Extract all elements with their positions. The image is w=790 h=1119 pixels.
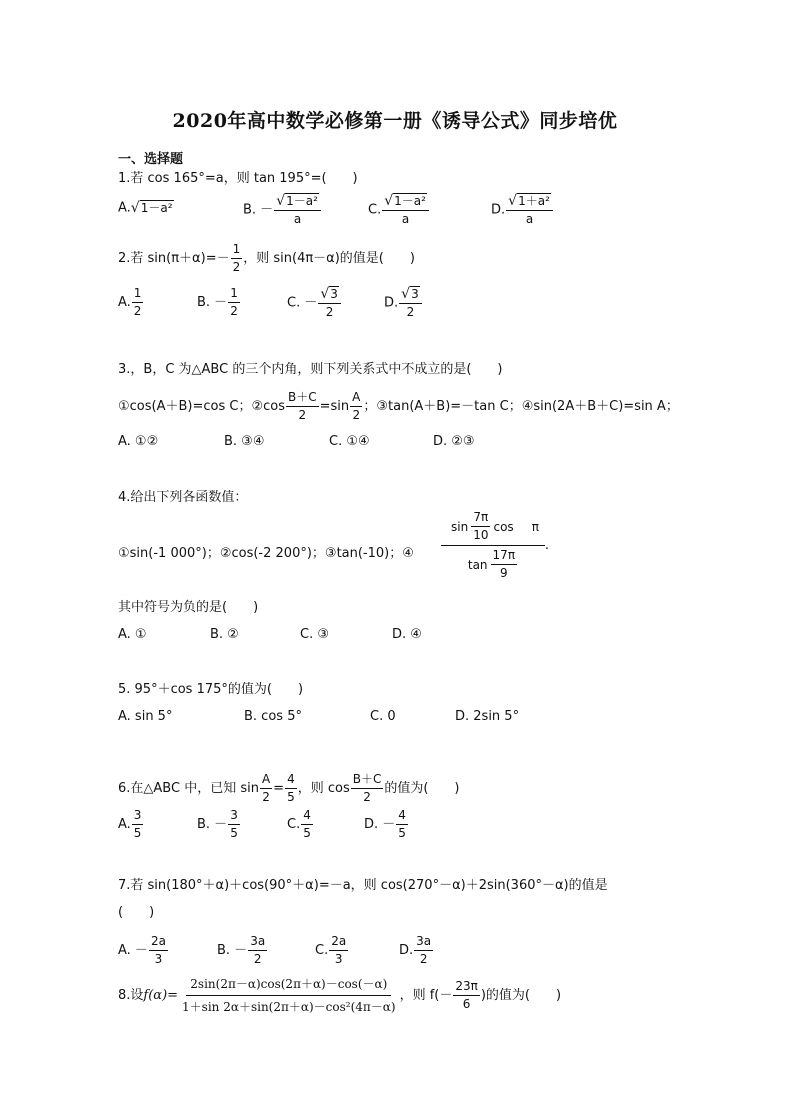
q5-option-b: B. cos 5° — [244, 709, 302, 724]
q7-answer-paren: ( ) — [118, 905, 155, 920]
q7-option-d: D. $\frac{3a}{2}$ — [399, 934, 432, 966]
q1-option-c: C. √ 1－a² a — [368, 193, 430, 227]
q5-stem: 5. 95°＋cos 175°的值为( ) — [118, 682, 304, 697]
q1-option-a: A. √ 1－a² — [118, 200, 173, 216]
q7-option-a: A. － $\frac{2a}{3}$ — [118, 934, 166, 966]
q7-option-c: C. $\frac{2a}{3}$ — [315, 934, 347, 966]
q2-option-a: A. $\frac{1}{2}$ — [118, 286, 142, 318]
q3-stem: 3.，B，C 为△ABC 的三个内角，则下列关系式中不成立的是( ) — [118, 362, 503, 377]
q2-option-b: B. － $\frac{1}{2}$ — [197, 286, 238, 318]
q5-option-c: C. 0 — [370, 709, 396, 724]
q4-items: ①sin(-1 000°)；②cos(-2 200°)；③tan(-10)；④ — [118, 546, 414, 561]
q6-stem: 6.在△ABC 中，已知 sin $\frac{A}{2}$ = $\frac{4}{5}$ ，则 cos $\frac{B+C}{2}$ 的值为( ) — [118, 772, 460, 804]
q2-stem: 2.若 sin(π＋α)=－ $\frac{1}{2}$ ，则 sin(4π－α)的值是( ) — [118, 242, 415, 274]
q4-option-d: D. ④ — [392, 627, 422, 642]
q6-option-b: B. － $\frac{3}{5}$ — [197, 808, 238, 840]
q6-option-d: D. － $\frac{4}{5}$ — [364, 808, 406, 840]
section-heading: 一、选择题 — [118, 152, 184, 167]
q4-stem: 4.给出下列各函数值： — [118, 490, 248, 505]
q7-stem: 7.若 sin(180°＋α)＋cos(90°＋α)=－a，则 cos(270°－α)＋2sin(360°－α)的值是 — [118, 878, 608, 893]
q6-option-a: A. $\frac{3}{5}$ — [118, 808, 142, 840]
q8-stem: 8.设f(α)= $\frac{2\sin(2\pi-\alpha)\cos(2\pi+\alpha)-\cos(-\alpha)}{\text{1＋sin 2α＋sin(2π＋α)－cos²(4π－α)}}$ ，则 f(－ $\frac{23\pi}{6}$ )的值为( ) — [118, 977, 562, 1014]
page-title: 2020年高中数学必修第一册《诱导公式》同步培优 — [172, 110, 618, 132]
q1-option-b: B. － √ 1－a² a — [243, 193, 322, 227]
q2-option-d: D. √ 3 2 — [384, 286, 423, 320]
q3-option-d: D. ②③ — [433, 434, 475, 449]
q1-option-d: D. √ 1＋a² a — [491, 193, 554, 227]
q3-option-c: C. ①④ — [329, 434, 370, 449]
q4-option-b: B. ② — [210, 627, 239, 642]
q5-option-a: A. sin 5° — [118, 709, 173, 724]
q4-question: 其中符号为负的是( ) — [118, 600, 259, 615]
q4-option-c: C. ③ — [300, 627, 329, 642]
q3-option-a: A. ①② — [118, 434, 159, 449]
q3-option-b: B. ③④ — [224, 434, 265, 449]
q5-option-d: D. 2sin 5° — [455, 709, 520, 724]
q4-item4-fraction: sin $\frac{7\pi}{10}$ cos π tan $\frac{17\pi}{9}$ . — [441, 510, 549, 581]
q3-relations: ①cos(A＋B)=cos C；②cos $\frac{B+C}{2}$ =sin $\frac{A}{2}$ ；③tan(A＋B)=－tan C；④sin(2A＋B＋C)=sin A； — [118, 390, 679, 422]
q1-stem: 1.若 cos 165°=a，则 tan 195°=( ) — [118, 171, 358, 186]
q6-option-c: C. $\frac{4}{5}$ — [287, 808, 311, 840]
q7-option-b: B. － $\frac{3a}{2}$ — [217, 934, 266, 966]
q4-option-a: A. ① — [118, 627, 147, 642]
q2-option-c: C. － √ 3 2 — [287, 286, 342, 320]
